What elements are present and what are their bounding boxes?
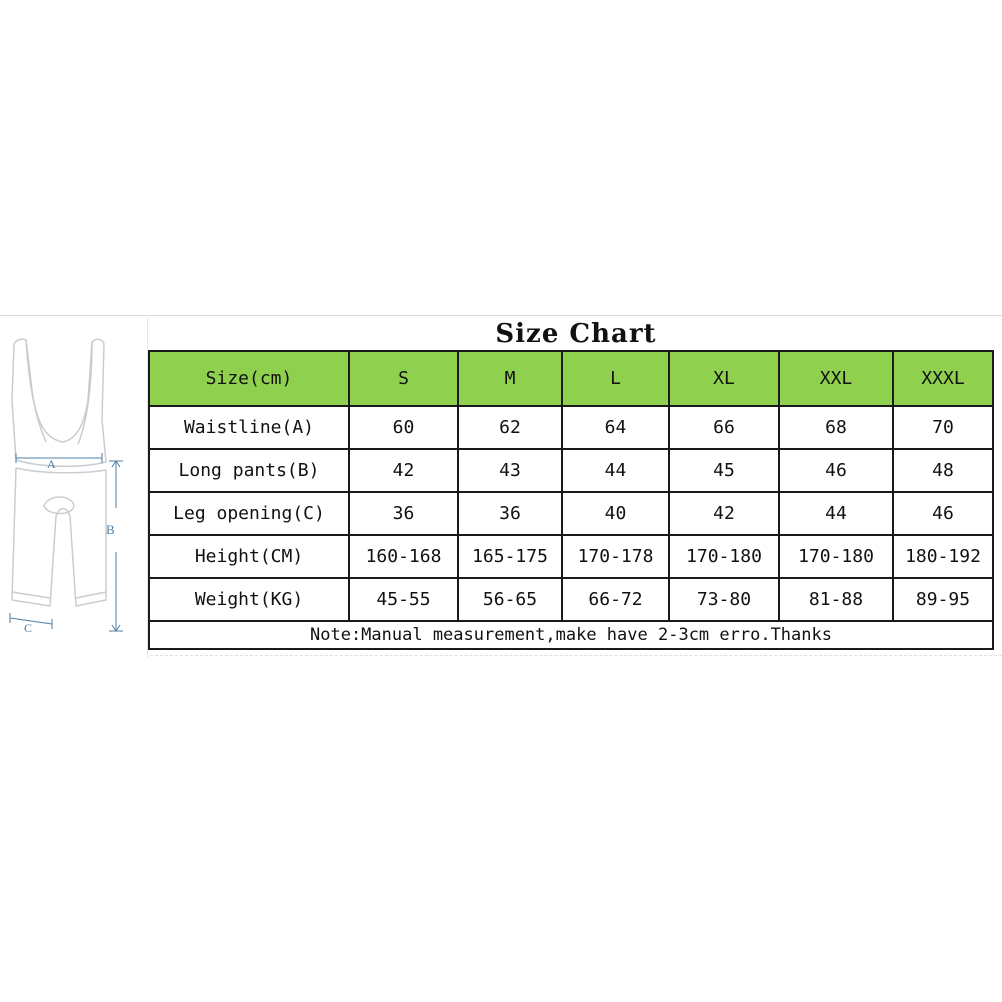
label-c: C: [24, 621, 33, 635]
label-a: A: [47, 457, 56, 471]
label-b: B: [106, 522, 115, 537]
table-cell: 43: [458, 449, 562, 492]
table-cell: 46: [893, 492, 993, 535]
table-cell: 66-72: [562, 578, 669, 621]
table-cell: 36: [458, 492, 562, 535]
note-row: [149, 621, 993, 649]
table-cell: 89-95: [893, 578, 993, 621]
table-cell: 36: [349, 492, 458, 535]
header-cell: XL: [669, 351, 779, 406]
top-divider: [0, 315, 1002, 316]
table-row: [149, 535, 993, 578]
row-label: Weight(KG): [149, 578, 349, 621]
table-cell: 44: [562, 449, 669, 492]
row-label: Height(CM): [149, 535, 349, 578]
table-row: [149, 406, 993, 449]
row-label: Waistline(A): [149, 406, 349, 449]
table-cell: 62: [458, 406, 562, 449]
table-cell: 170-180: [779, 535, 893, 578]
table-cell: 180-192: [893, 535, 993, 578]
size-table: [148, 350, 994, 650]
header-cell: M: [458, 351, 562, 406]
bottom-divider: [150, 655, 1002, 657]
table-cell: 40: [562, 492, 669, 535]
header-cell: L: [562, 351, 669, 406]
table-cell: 44: [779, 492, 893, 535]
table-cell: 64: [562, 406, 669, 449]
table-cell: 45: [669, 449, 779, 492]
header-cell: XXL: [779, 351, 893, 406]
table-row: [149, 578, 993, 621]
header-cell: XXXL: [893, 351, 993, 406]
table-cell: 48: [893, 449, 993, 492]
table-row: [149, 492, 993, 535]
table-cell: 70: [893, 406, 993, 449]
table-cell: 66: [669, 406, 779, 449]
row-label: Leg opening(C): [149, 492, 349, 535]
header-cell: S: [349, 351, 458, 406]
table-cell: 81-88: [779, 578, 893, 621]
table-cell: 42: [349, 449, 458, 492]
bib-shorts-illustration: [2, 330, 142, 650]
note-text: Note:Manual measurement,make have 2-3cm erro.Thanks: [149, 621, 993, 649]
row-label: Long pants(B): [149, 449, 349, 492]
table-cell: 60: [349, 406, 458, 449]
table-header-row: [149, 351, 993, 406]
table-cell: 56-65: [458, 578, 562, 621]
table-row: [149, 449, 993, 492]
table-cell: 42: [669, 492, 779, 535]
table-cell: 160-168: [349, 535, 458, 578]
table-cell: 68: [779, 406, 893, 449]
table-cell: 170-180: [669, 535, 779, 578]
table-cell: 73-80: [669, 578, 779, 621]
chart-title: Size Chart: [495, 319, 657, 349]
header-cell: Size(cm): [149, 351, 349, 406]
table-cell: 165-175: [458, 535, 562, 578]
table-cell: 170-178: [562, 535, 669, 578]
table-cell: 45-55: [349, 578, 458, 621]
table-cell: 46: [779, 449, 893, 492]
